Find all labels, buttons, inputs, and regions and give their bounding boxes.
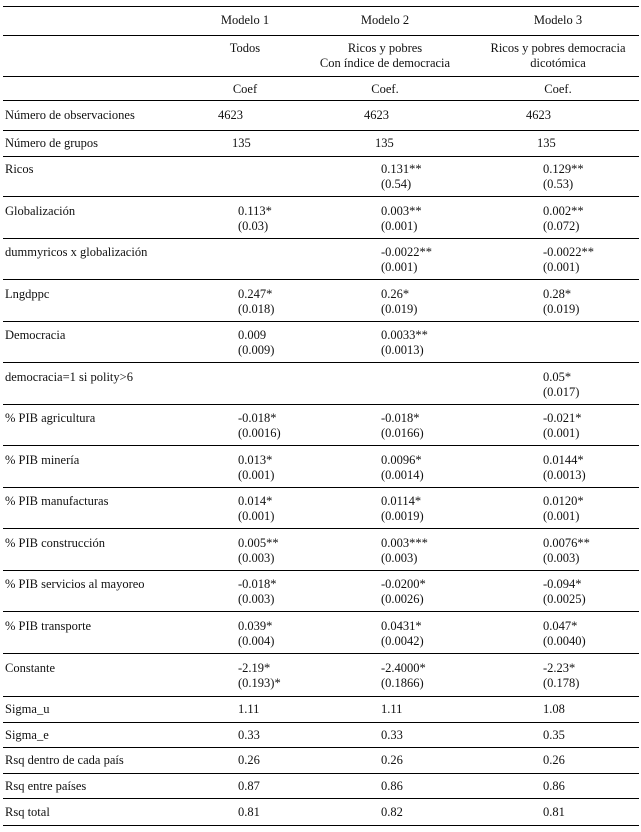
std-error: (0.001) <box>381 260 418 274</box>
std-error: (0.001) <box>381 219 418 233</box>
row-label: Rsq total <box>5 805 50 819</box>
coef-value: -0.0022** <box>381 245 433 259</box>
row-label: dummyricos x globalización <box>5 245 148 259</box>
std-error: (0.017) <box>543 385 580 399</box>
cell-value: 0.26 <box>381 753 403 767</box>
std-error: (0.53) <box>543 177 574 191</box>
rule <box>3 404 639 405</box>
std-error: (0.019) <box>381 302 418 316</box>
std-error: (0.001) <box>543 260 580 274</box>
coef-value: 0.0033** <box>381 328 428 342</box>
cell-value: 1.11 <box>381 702 403 716</box>
coef-value: -0.0200* <box>381 577 426 591</box>
std-error: (0.003) <box>543 551 580 565</box>
std-error: (0.0042) <box>381 634 424 648</box>
coef-value: 0.0120* <box>543 494 584 508</box>
std-error: (0.1866) <box>381 676 424 690</box>
row-label: Sigma_u <box>5 702 50 716</box>
std-error: (0.0166) <box>381 426 424 440</box>
row-label: Sigma_e <box>5 728 49 742</box>
model-1-coef-label: Coef <box>232 82 258 96</box>
rule <box>3 100 639 101</box>
rule <box>3 321 639 322</box>
std-error: (0.0019) <box>381 509 424 523</box>
model-2-sample: Ricos y pobres Con índice de democracia <box>319 41 451 70</box>
rule <box>3 528 639 529</box>
std-error: (0.003) <box>238 592 275 606</box>
coef-value: -2.19* <box>238 661 271 675</box>
coef-value: 0.26* <box>381 287 410 301</box>
coef-value: 0.039* <box>238 619 273 633</box>
coef-value: 0.047* <box>543 619 578 633</box>
coef-value: 0.0144* <box>543 453 584 467</box>
coef-value: 0.247* <box>238 287 273 301</box>
std-error: (0.001) <box>238 509 275 523</box>
coef-value: 0.003*** <box>381 536 428 550</box>
cell-value: 4623 <box>364 108 389 122</box>
cell-value: 0.81 <box>238 805 260 819</box>
rule <box>3 279 639 280</box>
rule <box>3 747 639 748</box>
rule <box>3 825 639 826</box>
row-label: Rsq dentro de cada país <box>5 753 124 767</box>
std-error: (0.018) <box>238 302 275 316</box>
rule <box>3 653 639 654</box>
row-label: % PIB servicios al mayoreo <box>5 577 145 591</box>
std-error: (0.0013) <box>381 343 424 357</box>
std-error: (0.0014) <box>381 468 424 482</box>
cell-value: 0.87 <box>238 779 260 793</box>
coef-value: 0.0096* <box>381 453 422 467</box>
rule <box>3 696 639 697</box>
rule <box>3 196 639 197</box>
std-error: (0.193)* <box>238 676 281 690</box>
model-3-coef-label: Coef. <box>544 82 572 96</box>
coef-value: -0.018* <box>238 411 277 425</box>
rule <box>3 445 639 446</box>
std-error: (0.03) <box>238 219 269 233</box>
coef-value: 0.113* <box>238 204 272 218</box>
std-error: (0.0040) <box>543 634 586 648</box>
cell-value: 1.11 <box>238 702 260 716</box>
rule <box>3 798 639 799</box>
cell-value: 135 <box>232 136 251 150</box>
std-error: (0.009) <box>238 343 275 357</box>
rule <box>3 722 639 723</box>
row-label: % PIB agricultura <box>5 411 96 425</box>
cell-value: 0.26 <box>238 753 260 767</box>
std-error: (0.0025) <box>543 592 586 606</box>
row-label: Ricos <box>5 162 34 176</box>
std-error: (0.001) <box>543 509 580 523</box>
row-label: Lngdppc <box>5 287 50 301</box>
row-label: Globalización <box>5 204 76 218</box>
rule <box>3 6 639 7</box>
cell-value: 4623 <box>218 108 243 122</box>
coef-value: 0.002** <box>543 204 584 218</box>
model-1-sample: Todos <box>229 41 261 55</box>
row-label: % PIB manufacturas <box>5 494 109 508</box>
std-error: (0.003) <box>381 551 418 565</box>
coef-value: -0.021* <box>543 411 582 425</box>
row-label: % PIB minería <box>5 453 80 467</box>
model-1-header: Modelo 1 <box>220 13 270 27</box>
coef-value: 0.0431* <box>381 619 422 633</box>
row-label: Constante <box>5 661 55 675</box>
std-error: (0.0013) <box>543 468 586 482</box>
std-error: (0.004) <box>238 634 275 648</box>
cell-value: 1.08 <box>543 702 565 716</box>
rule <box>3 362 639 363</box>
row-label: % PIB construcción <box>5 536 105 550</box>
row-label: democracia=1 si polity>6 <box>5 370 133 384</box>
cell-value: 0.86 <box>543 779 565 793</box>
coef-value: 0.0076** <box>543 536 590 550</box>
rule <box>3 611 639 612</box>
model-2-coef-label: Coef. <box>371 82 399 96</box>
cell-value: 0.35 <box>543 728 565 742</box>
row-label: Rsq entre países <box>5 779 87 793</box>
cell-value: 0.33 <box>381 728 403 742</box>
std-error: (0.54) <box>381 177 412 191</box>
cell-value: 0.82 <box>381 805 403 819</box>
std-error: (0.001) <box>543 426 580 440</box>
coef-value: -0.0022** <box>543 245 595 259</box>
coef-value: -2.23* <box>543 661 576 675</box>
cell-value: 0.81 <box>543 805 565 819</box>
row-label: Número de observaciones <box>5 108 135 122</box>
rule <box>3 570 639 571</box>
rule <box>3 35 639 36</box>
rule <box>3 156 639 157</box>
coef-value: 0.013* <box>238 453 273 467</box>
cell-value: 0.26 <box>543 753 565 767</box>
coef-value: 0.003** <box>381 204 422 218</box>
rule <box>3 76 639 77</box>
coef-value: -0.018* <box>238 577 277 591</box>
row-label: Democracia <box>5 328 66 342</box>
coef-value: 0.129** <box>543 162 584 176</box>
model-3-header: Modelo 3 <box>533 13 583 27</box>
coef-value: -0.094* <box>543 577 582 591</box>
coef-value: -0.018* <box>381 411 420 425</box>
coef-value: 0.009 <box>238 328 267 342</box>
model-2-header: Modelo 2 <box>360 13 410 27</box>
model-3-sample: Ricos y pobres democracia dicotómica <box>490 41 626 70</box>
coef-value: 0.131** <box>381 162 422 176</box>
cell-value: 0.86 <box>381 779 403 793</box>
std-error: (0.001) <box>238 468 275 482</box>
rule <box>3 238 639 239</box>
std-error: (0.019) <box>543 302 580 316</box>
std-error: (0.072) <box>543 219 580 233</box>
cell-value: 0.33 <box>238 728 260 742</box>
rule <box>3 487 639 488</box>
coef-value: 0.28* <box>543 287 572 301</box>
std-error: (0.003) <box>238 551 275 565</box>
row-label: Número de grupos <box>5 136 99 150</box>
std-error: (0.0026) <box>381 592 424 606</box>
cell-value: 4623 <box>526 108 551 122</box>
coef-value: 0.005** <box>238 536 279 550</box>
cell-value: 135 <box>375 136 394 150</box>
coef-value: 0.014* <box>238 494 273 508</box>
rule <box>3 773 639 774</box>
coef-value: -2.4000* <box>381 661 426 675</box>
std-error: (0.178) <box>543 676 580 690</box>
cell-value: 135 <box>537 136 556 150</box>
row-label: % PIB transporte <box>5 619 92 633</box>
rule <box>3 130 639 131</box>
coef-value: 0.0114* <box>381 494 422 508</box>
std-error: (0.0016) <box>238 426 281 440</box>
coef-value: 0.05* <box>543 370 572 384</box>
